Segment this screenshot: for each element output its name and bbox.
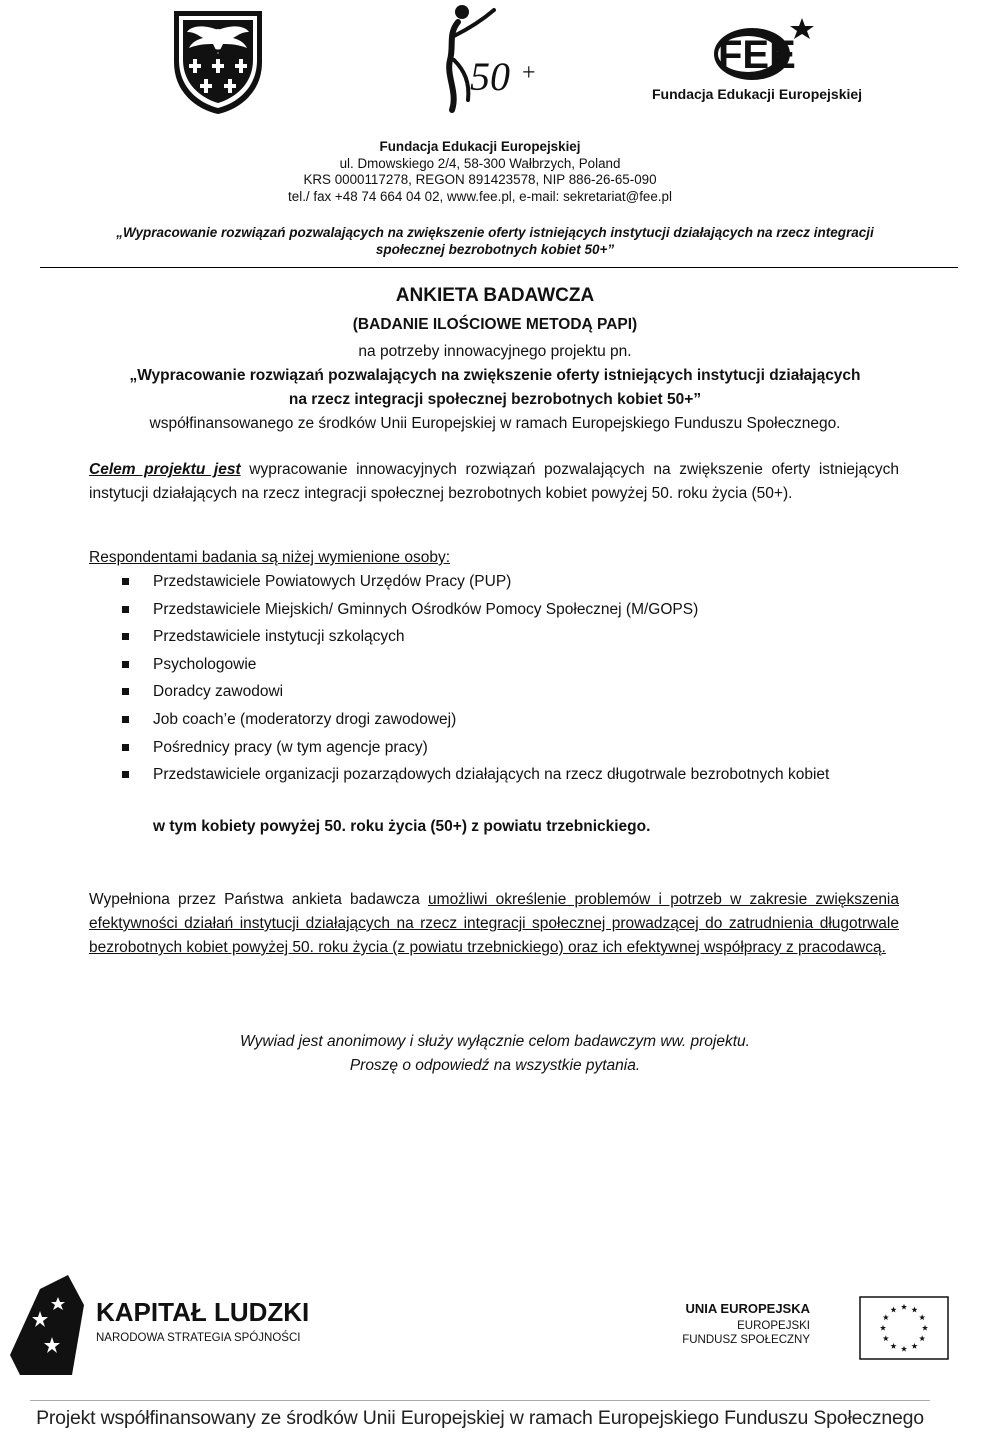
footer-divider	[30, 1400, 930, 1401]
closing-note	[0, 1030, 990, 1078]
survey-title: ANKIETA BADAWCZA	[395, 285, 595, 306]
list-item: Doradcy zawodowi	[89, 680, 899, 704]
closing-line-1: Wywiad jest anonimowy i służy wyłącznie celom badawczym ww. projektu.	[240, 1033, 750, 1050]
list-item: Job coach’e (moderatorzy drogi zawodowej)	[89, 708, 899, 732]
bullet-icon	[122, 633, 129, 640]
survey-subtitle: (BADANIE ILOŚCIOWE METODĄ PAPI)	[352, 316, 638, 333]
survey-purpose-paragraph	[89, 888, 899, 960]
project-title-line-2: społecznej bezrobotnych kobiet 50+”	[375, 242, 615, 257]
cofinanced-line: współfinansowanego ze środków Unii Europejskiej w ramach Europejskiego Funduszu Społecznego.	[149, 415, 841, 432]
org-name: Fundacja Edukacji Europejskiej	[379, 139, 581, 154]
respondents-list	[89, 570, 899, 791]
list-item: Przedstawiciele organizacji pozarządowych działających na rzecz długotrwale bezrobotnych kobiet	[89, 763, 899, 787]
project-name-line-1: „Wypracowanie rozwiązań pozwalających na zwiększenie oferty istniejących instytucji działających	[129, 367, 861, 384]
svg-text:KAPITAŁ LUDZKI: KAPITAŁ LUDZKI	[96, 1297, 310, 1327]
closing-line-2: Proszę o odpowiedź na wszystkie pytania.	[349, 1057, 641, 1074]
project-goal	[89, 458, 899, 506]
eu-efs-logo	[682, 1295, 950, 1365]
svg-text:EUROPEJSKI: EUROPEJSKI	[737, 1320, 810, 1332]
bullet-icon	[122, 578, 129, 585]
bullet-icon	[122, 661, 129, 668]
list-item: Przedstawiciele instytucji szkolących	[89, 625, 899, 649]
intro-line: na potrzeby innowacyjnego projektu pn.	[358, 343, 632, 360]
list-item: Psychologowie	[89, 653, 899, 677]
bullet-icon	[122, 688, 129, 695]
project-name-line-2: na rzecz integracji społecznej bezrobotnych kobiet 50+”	[288, 391, 702, 408]
survey-intro	[0, 340, 990, 436]
organization-block	[0, 139, 960, 205]
list-item: Pośrednicy pracy (w tym agencje pracy)	[89, 736, 899, 760]
svg-text:NARODOWA STRATEGIA SPÓJNOŚCI: NARODOWA STRATEGIA SPÓJNOŚCI	[96, 1332, 301, 1344]
list-item: Przedstawiciele Miejskich/ Gminnych Ośrodków Pomocy Społecznej (M/GOPS)	[89, 598, 899, 622]
svg-text:UNIA EUROPEJSKA: UNIA EUROPEJSKA	[685, 1301, 810, 1316]
org-address: ul. Dmowskiego 2/4, 58-300 Wałbrzych, Poland	[339, 155, 621, 171]
svg-text:FUNDUSZ SPOŁECZNY: FUNDUSZ SPOŁECZNY	[682, 1334, 810, 1346]
respondents-footer: w tym kobiety powyżej 50. roku życia (50+) z powiatu trzebnickiego.	[153, 818, 651, 835]
goal-text: wypracowanie innowacyjnych rozwiązań pozwalających na zwiększenie oferty istniejących instytucji działających na rzecz integracji społecznej bezrobotnych kobiet powyżej 50. roku życia (50+).	[89, 461, 899, 502]
bullet-icon	[122, 716, 129, 723]
org-contact: tel./ fax +48 74 664 04 02, www.fee.pl, e-mail: sekretariat@fee.pl	[288, 188, 672, 204]
purpose-underlined: umożliwi określenie problemów i potrzeb w zakresie zwiększenia efektywności działań instytucji działających na rzecz integracji społecznej prowadzącej do zatrudnienia długotrwale bezrobotnych kobiet powyżej 50. roku życia (z powiatu trzebnickiego) oraz ich efektywnej współpracy z pracodawcą.	[89, 891, 899, 956]
respondents-heading: Respondentami badania są niżej wymienione osoby:	[89, 549, 451, 566]
fee-logo-name: Fundacja Edukacji Europejskiej	[652, 86, 863, 102]
footer-cofinancing-text: Projekt współfinansowany ze środków Unii Europejskiej w ramach Europejskiego Funduszu Społecznego	[36, 1407, 924, 1429]
purpose-lead: Wypełniona przez Państwa ankieta badawcza	[89, 891, 429, 908]
eu-flag-icon	[682, 1295, 950, 1365]
bullet-icon	[122, 771, 129, 778]
bullet-icon	[122, 744, 129, 751]
svg-text:+: +	[522, 60, 536, 86]
project-50-plus-logo	[440, 0, 550, 118]
svg-text:50: 50	[470, 54, 510, 99]
goal-label: Celem projektu jest	[89, 461, 241, 478]
coat-of-arms-logo	[173, 10, 263, 114]
project-title-line-1: „Wypracowanie rozwiązań pozwalających na zwiększenie oferty istniejących instytucji działających na rzecz integracji	[116, 225, 874, 240]
list-item: Przedstawiciele Powiatowych Urzędów Pracy (PUP)	[89, 570, 899, 594]
bullet-icon	[122, 606, 129, 613]
kapital-ludzki-logo	[10, 1275, 330, 1375]
header-divider	[40, 267, 958, 268]
svg-text:FEE: FEE	[718, 33, 796, 77]
org-registry: KRS 0000117278, REGON 891423578, NIP 886-26-65-090	[303, 172, 657, 187]
project-title-header	[80, 224, 910, 258]
